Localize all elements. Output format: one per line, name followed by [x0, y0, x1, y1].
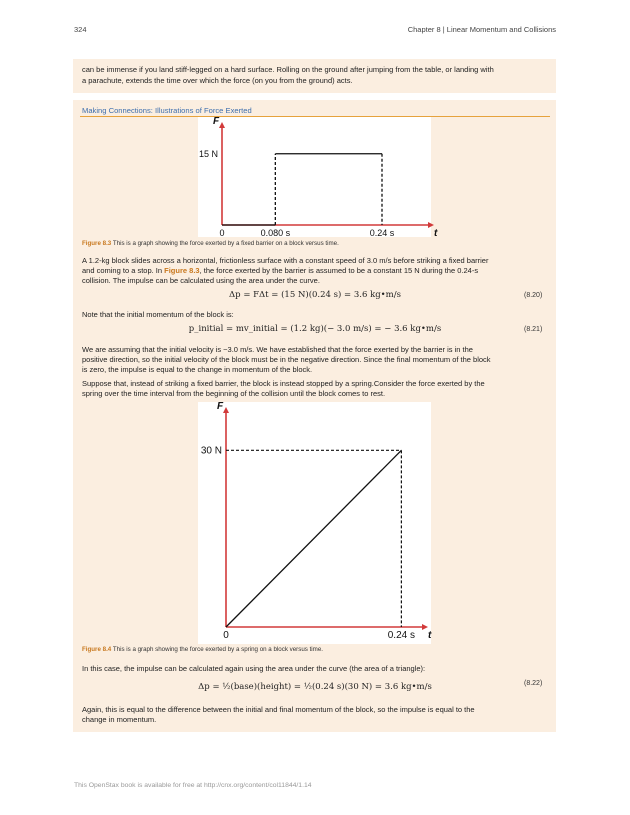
- para1-line-2: [82, 266, 478, 276]
- force-graph-spring: [198, 402, 431, 644]
- x-tick-label: 0: [223, 630, 229, 641]
- para6-line-1: Again, this is equal to the difference between the initial and final momentum of the block, so the impulse is equal to the: [82, 705, 475, 714]
- para2: Note that the initial momentum of the block is:: [82, 310, 234, 319]
- y-axis-arrow: [223, 407, 229, 413]
- intro-line-1: can be immense if you land stiff-legged on a hard surface. Rolling on the ground after jumping from the table, or landing with: [82, 65, 494, 74]
- page-number: 324: [74, 25, 87, 34]
- x-tick-label: 0.24 s: [387, 630, 416, 641]
- footer-text: This OpenStax book is available for free at http://cnx.org/content/col11844/1.14: [74, 782, 312, 789]
- equation-8-20-number: (8.20): [524, 292, 543, 299]
- y-tick-label: 15 N: [198, 148, 218, 159]
- x-tick-label: 0.24 s: [369, 228, 395, 238]
- x-axis-label: t: [434, 228, 438, 239]
- making-connections-title: Making Connections: Illustrations of Force Exerted: [82, 106, 252, 115]
- para1-line-1: A 1.2-kg block slides across a horizontal, frictionless surface with a constant speed of 3.0 m/s before striking a fixed barrier: [82, 256, 489, 265]
- y-axis-label: F: [213, 116, 220, 127]
- figure-8-3: [198, 116, 438, 239]
- para1-line-2-start: and coming to a stop. In: [82, 266, 165, 275]
- equation-8-21-number: (8.21): [524, 326, 543, 333]
- force-graph-barrier: [198, 116, 438, 239]
- equation-8-22-number: (8.22): [524, 680, 543, 687]
- equation-8-20: Δp = FΔt = (15 N)(0.24 s) = 3.6 kg•m/s: [229, 290, 401, 300]
- para4-line-1: Suppose that, instead of striking a fixed barrier, the block is instead stopped by a spring.Consider the force exerted by the: [82, 379, 485, 388]
- para6-line-2: change in momentum.: [82, 715, 157, 724]
- para1-line-3: collision. The impulse can be calculated using the area under the curve.: [82, 276, 320, 285]
- x-axis-label: t: [428, 630, 432, 641]
- equation-8-22: Δp = ½(base)(height) = ½(0.24 s)(30 N) = 3.6 kg•m/s: [198, 682, 432, 692]
- y-axis-label: F: [217, 401, 224, 412]
- x-tick-label: 0.080 s: [260, 228, 291, 238]
- para1-line-2-end: , the force exerted by the barrier is assumed to be a constant 15 N during the 0.24-s: [199, 266, 479, 275]
- figure-8-4-label: Figure 8.4: [82, 646, 112, 653]
- figure-8-3-link[interactable]: Figure 8.3: [164, 266, 200, 275]
- para5: In this case, the impulse can be calculated again using the area under the curve (the area of a triangle):: [82, 664, 426, 673]
- y-tick-label: 30 N: [200, 445, 222, 457]
- para4-line-2: spring over the time interval from the beginning of the collision until the block comes to rest.: [82, 389, 386, 398]
- equation-8-21: p_initial = mv_initial = (1.2 kg)(− 3.0 m/s) = − 3.6 kg•m/s: [188, 324, 442, 334]
- para3-line-1: We are assuming that the initial velocity is −3.0 m/s. We have established that the force exerted by the barrier is in the: [82, 345, 473, 354]
- figure-8-3-caption: [82, 240, 339, 247]
- para3-line-3: is zero, the impulse is equal to the change in momentum of the block.: [82, 365, 313, 374]
- y-axis-arrow: [219, 122, 225, 128]
- figure-8-4: [198, 402, 431, 644]
- intro-panel: [73, 59, 556, 93]
- x-tick-label: 0: [219, 228, 225, 238]
- figure-8-3-caption-text: This is a graph showing the force exerted by a fixed barrier on a block versus time.: [112, 240, 339, 247]
- figure-8-4-caption-text: This is a graph showing the force exerted by a spring on a block versus time.: [112, 646, 323, 653]
- figure-8-3-label: Figure 8.3: [82, 240, 112, 247]
- para3-line-2: positive direction, so the initial velocity of the block must be in the negative direction. Since the final momentum of the block: [82, 355, 491, 364]
- chapter-title: Chapter 8 | Linear Momentum and Collisions: [407, 25, 556, 34]
- figure-8-4-caption: [82, 646, 323, 653]
- intro-line-2: a parachute, extends the time over which the force (on you from the ground) acts.: [82, 76, 353, 85]
- series-segment: [226, 450, 401, 627]
